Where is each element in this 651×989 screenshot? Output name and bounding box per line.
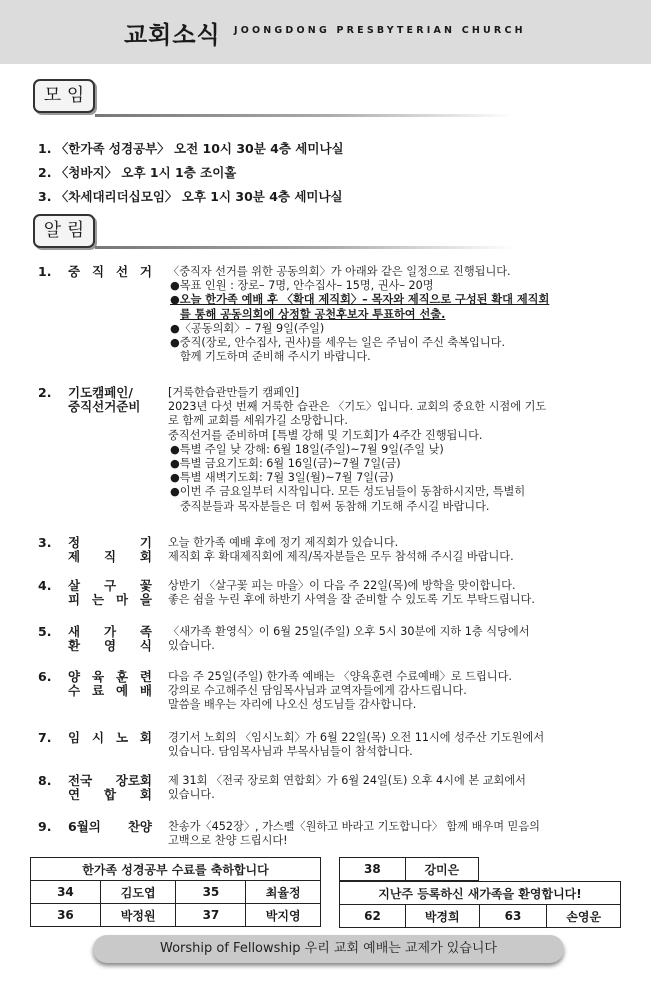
notice-body <box>168 731 616 759</box>
notice-text-line: 중직선거를 준비하며 [특별 강해 및 기도회]가 4주간 진행됩니다. <box>168 428 483 442</box>
notice-text-line: 있습니다. <box>168 639 215 653</box>
notice-title-line: 6월의 찬양 <box>68 819 152 834</box>
notice-number: 1. <box>38 264 52 279</box>
notice-text-line: 경기서 노회의 〈임시노회〉가 6월 22일(목) 오전 11시에 성주산 기도원에서 <box>168 731 545 744</box>
notice-title-line: 피 는 마 을 <box>68 592 152 608</box>
notice-text-line: 함께 기도하며 준비해 주시기 바랍니다. <box>180 350 371 364</box>
notice-text-line: 좋은 쉼을 누린 후에 하반기 사역을 잘 준비할 수 있도록 기도 부탁드립니다. <box>168 593 535 607</box>
notice-text-line: 있습니다. <box>168 788 215 802</box>
notice-title <box>68 625 152 653</box>
notice-text-line: 중직분들과 목자분들은 더 힘써 동참해 기도해 주시길 바랍니다. <box>180 499 490 513</box>
notice-body <box>168 386 616 514</box>
notice-section-rule <box>95 246 515 249</box>
notice-text-line: ●목표 인원 : 장로– 7명, 안수집사– 15명, 권사– 20명 <box>170 279 434 293</box>
notice-body <box>168 625 616 653</box>
footer-slogan: Worship of Fellowship 우리 교회 예배는 교제가 있습니다 <box>93 935 564 963</box>
notice-text-line: ●중직(장로, 안수집사, 권사)를 세우는 일은 주님이 주신 축복입니다. <box>170 336 506 350</box>
notice-body <box>168 670 616 713</box>
notice-title-line: 새 가 족 <box>68 624 152 639</box>
notice-text-line: ●이번 주 금요일부터 시작입니다. 모든 성도님들이 동참하시지만, 특별히 <box>170 485 526 499</box>
notice-text-line: 오늘 한가족 예배 후에 정기 제직회가 있습니다. <box>168 536 399 549</box>
notice-title-line: 제 직 회 <box>68 549 152 565</box>
notice-title-line: 기도캠페인/ <box>68 385 133 400</box>
table-cell: 38 <box>340 858 406 881</box>
table-cell: 34 <box>31 881 101 904</box>
notice-text-line: 제직회 후 확대제직회에 제직/목자분들은 모두 참석해 주시길 바랍니다. <box>168 550 514 564</box>
notice-text-line: [거룩한습관만들기 캠페인] <box>168 386 300 399</box>
notice-text-line: 말씀을 배우는 자리에 나오신 성도님들 감사합니다. <box>168 698 417 712</box>
notice-title-line: 중 직 선 거 <box>68 264 152 279</box>
meeting-item-3: 3. 〈차세대리더십모임〉 오후 1시 30분 4층 세미나실 <box>38 189 343 204</box>
meeting-section-rule <box>95 114 515 117</box>
notice-body <box>168 774 616 802</box>
table-cell: 37 <box>176 904 246 927</box>
notice-title-line: 연 합 회 <box>68 787 152 803</box>
notice-title <box>68 265 152 279</box>
notice-body <box>168 265 616 364</box>
notice-body <box>168 820 616 848</box>
notice-title-line: 중직선거준비 <box>68 399 141 415</box>
church-name: JOONGDONG PRESBYTERIAN CHURCH <box>234 25 526 36</box>
notice-text-line: 제 31회 〈전국 장로회 연합회〉가 6월 24일(토) 오후 4시에 본 교회에서 <box>168 774 526 787</box>
notice-number: 3. <box>38 535 52 550</box>
notice-text-line: 를 통해 공동의회에 상정할 공천후보자 투표하여 선출. <box>180 307 446 321</box>
table-cell: 63 <box>479 905 547 928</box>
notice-title-line: 양 육 훈 련 <box>68 669 152 684</box>
notice-body <box>168 579 616 607</box>
notice-section-label: 알 림 <box>33 214 95 248</box>
notice-title <box>68 386 152 414</box>
table-cell: 강미은 <box>405 858 478 881</box>
page-title: 교회소식 <box>124 21 221 49</box>
table-cell: 박경희 <box>405 905 479 928</box>
notice-text-line: ●특별 금요기도회: 6월 16일(금)~7월 7일(금) <box>170 457 401 471</box>
notice-text-line: 로 함께 교회를 세워가길 소망합니다. <box>168 414 348 428</box>
notice-title-line: 임 시 노 회 <box>68 730 152 745</box>
notice-title-line: 정 기 <box>68 535 152 550</box>
notice-number: 2. <box>38 385 52 400</box>
table-cell: 손영운 <box>547 905 621 928</box>
notice-text-line: 고백으로 찬양 드립시다! <box>168 834 288 848</box>
header-band <box>0 0 651 64</box>
notice-text-line: 찬송가〈452장〉, 가스펠〈원하고 바라고 기도합니다〉 함께 배우며 믿음의 <box>168 820 540 833</box>
notice-number: 9. <box>38 819 52 834</box>
table-cell: 35 <box>176 881 246 904</box>
table-cell: 36 <box>31 904 101 927</box>
notice-title-line: 환 영 식 <box>68 638 152 654</box>
meeting-section-label: 모 임 <box>33 79 95 113</box>
notice-number: 8. <box>38 773 52 788</box>
notice-title <box>68 536 152 564</box>
table-cell: 박정원 <box>100 904 176 927</box>
notice-title <box>68 579 152 607</box>
notice-text-line: ●오늘 한가족 예배 후 〈확대 제직회〉– 목자와 제직으로 구성된 확대 제직회 <box>170 293 550 307</box>
notice-title <box>68 774 152 802</box>
notice-title-line: 살 구 꽃 <box>68 578 152 593</box>
notice-number: 6. <box>38 669 52 684</box>
new-family-table <box>339 881 621 928</box>
bible-study-table <box>30 857 321 927</box>
meeting-item-1: 1. 〈한가족 성경공부〉 오전 10시 30분 4층 세미나실 <box>38 141 344 156</box>
notice-number: 5. <box>38 624 52 639</box>
notice-title <box>68 670 152 698</box>
table-cell: 박지영 <box>246 904 321 927</box>
notice-title <box>68 820 152 834</box>
table-cell: 최율정 <box>246 881 321 904</box>
notice-text-line: 있습니다. 담임목사님과 부목사님들이 참석합니다. <box>168 745 413 759</box>
new-family-extra-table <box>339 857 479 881</box>
meeting-item-2: 2. 〈청바지〉 오후 1시 1층 조이홀 <box>38 165 237 180</box>
notice-text-line: ●〈공동의회〉– 7월 9일(주일) <box>170 321 325 335</box>
notice-body <box>168 536 616 564</box>
new-family-title: 지난주 등록하신 새가족을 환영합니다! <box>340 882 621 905</box>
notice-number: 7. <box>38 730 52 745</box>
notice-text-line: 〈새가족 환영식〉이 6월 25일(주일) 오후 5시 30분에 지하 1층 식당에서 <box>168 625 530 638</box>
notice-text-line: 다음 주 25일(주일) 한가족 예배는 〈양육훈련 수료예배〉로 드립니다. <box>168 670 512 683</box>
notice-text-line: 〈중직자 선거를 위한 공동의회〉가 아래와 같은 일정으로 진행됩니다. <box>168 265 511 278</box>
notice-title-line: 수 료 예 배 <box>68 683 152 699</box>
notice-number: 4. <box>38 578 52 593</box>
notice-text-line: ●특별 주일 낮 강해: 6월 18일(주일)~7월 9일(주일 낮) <box>170 442 444 456</box>
notice-text-line: 2023년 다섯 번째 거룩한 습관은 〈기도〉입니다. 교회의 중요한 시점에 기도 <box>168 400 547 414</box>
notice-text-line: 강의로 수고해주신 담임목사님과 교역자들에게 감사드립니다. <box>168 684 467 698</box>
notice-text-line: ●특별 새벽기도회: 7월 3일(월)~7월 7일(금) <box>170 471 394 485</box>
table-cell: 62 <box>340 905 406 928</box>
notice-text-line: 상반기 〈살구꽃 피는 마을〉이 다음 주 22일(목)에 방학을 맞이합니다. <box>168 579 516 592</box>
table-cell: 김도엽 <box>100 881 176 904</box>
notice-title-line: 전국 장로회 <box>68 773 152 788</box>
notice-title <box>68 731 152 745</box>
bible-study-title: 한가족 성경공부 수료를 축하합니다 <box>31 858 321 881</box>
